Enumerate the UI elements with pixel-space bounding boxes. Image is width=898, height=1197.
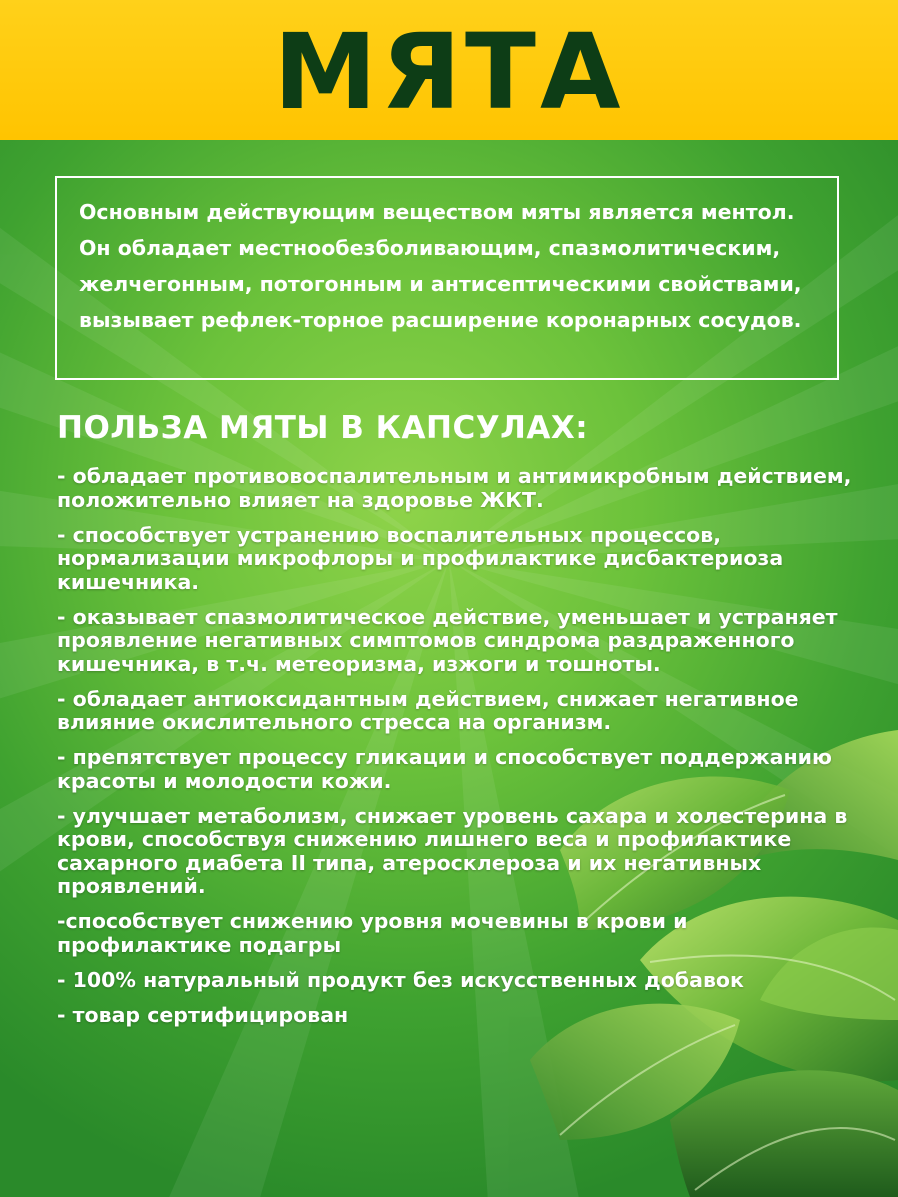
benefits-list (57, 465, 857, 1039)
benefit-item: -способствует снижению уровня мочевины в крови и профилактике подагры (57, 909, 688, 957)
benefit-item: - обладает антиоксидантным действием, снижает негативное влияние окислительного стресса на организм. (57, 686, 799, 734)
benefit-item: - способствует устранению воспалительных процессов, нормализации микрофлоры и профилактике дисбактериоза кишечника. (57, 522, 784, 594)
benefits-heading: ПОЛЬЗА МЯТЫ В КАПСУЛАХ: (57, 410, 589, 446)
benefit-item: - оказывает спазмолитическое действие, уменьшает и устраняет проявление негативных симптомов синдрома раздраженного кишечника, в т.ч. метеоризма, изжоги и тошноты. (57, 604, 838, 676)
page-title: МЯТА (273, 11, 625, 133)
benefit-item: - улучшает метаболизм, снижает уровень сахара и холестерина в крови, способствуя снижению лишнего веса и профилактике сахарного диабета II типа, атеросклероза и их негативных проявлений. (57, 803, 848, 898)
description-text: Основным действующим веществом мяты является ментол. Он обладает местнообезболивающим, спазмолитическим, желчегонным, потогонным и антисептическими свойствами, вызывает рефлек-торное расширение коронарных сосудов. (79, 200, 802, 332)
benefit-item: - 100% натуральный продукт без искусственных добавок (57, 967, 744, 992)
title-banner (0, 0, 898, 140)
description-box (55, 176, 839, 380)
benefit-item: - препятствует процессу гликации и способствует поддержанию красоты и молодости кожи. (57, 745, 832, 793)
benefit-item: - обладает противовоспалительным и антимикробным действием, положительно влияет на здоровье ЖКТ. (57, 464, 852, 512)
benefit-item: - товар сертифицирован (57, 1002, 349, 1027)
